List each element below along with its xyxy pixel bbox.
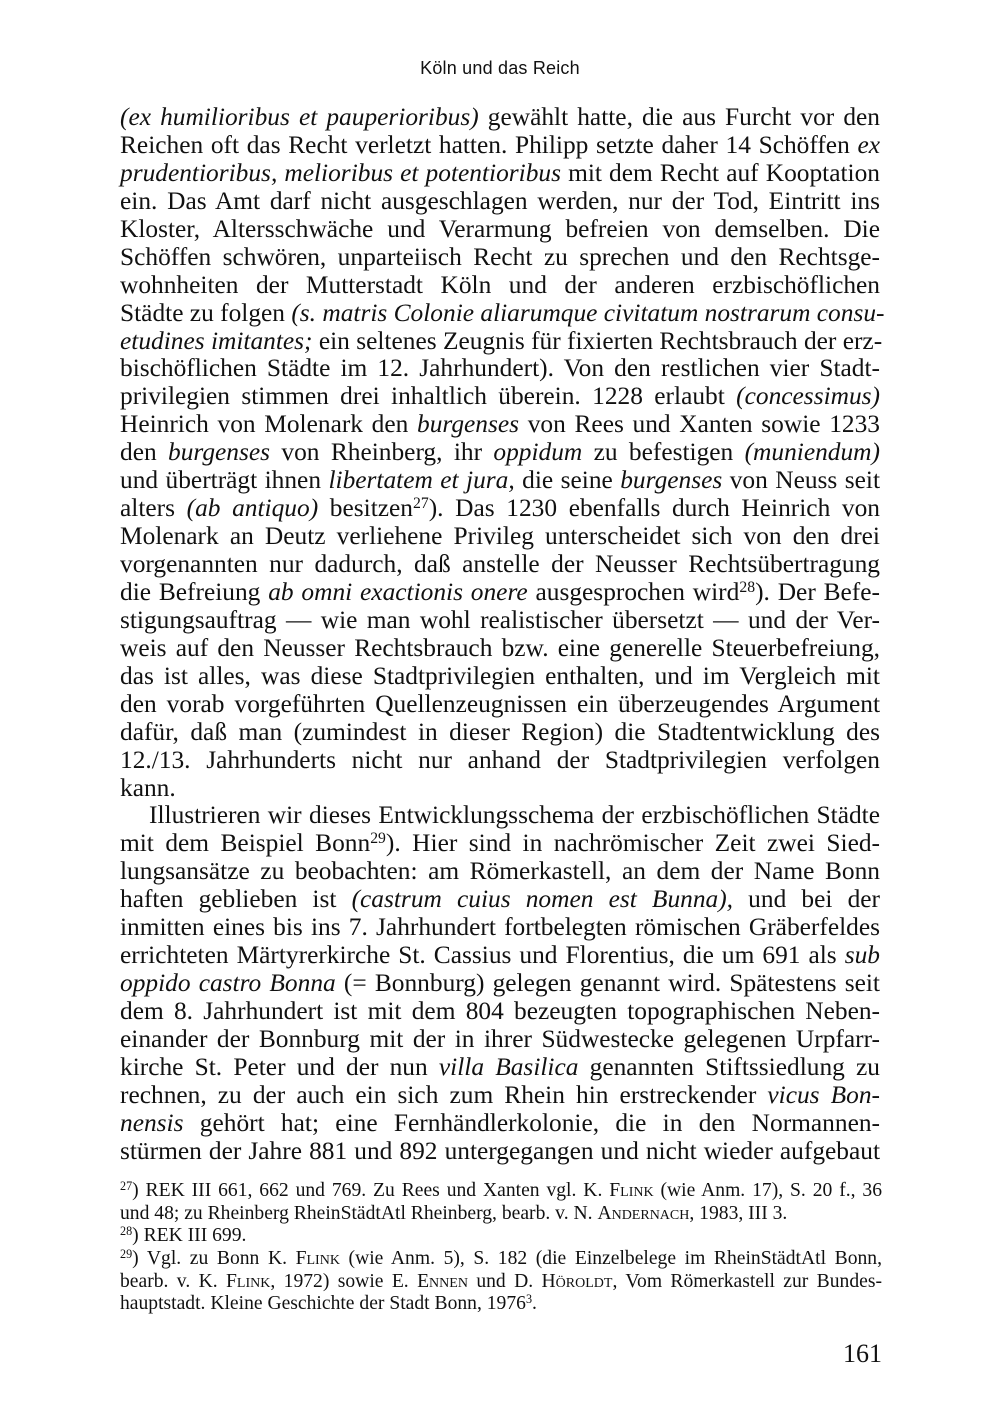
text-line: Kloster, Altersschwäche und Verarmung befreien von demselben. Die [120, 214, 880, 243]
footnote-27: $^{27}$) REK III 661, 662 und 769. Zu Rees und Xanten vgl. K. Flink (wie Anm. 17), S. 20 f., 36 [120, 1178, 883, 1201]
footnote-27-cont: und 48; zu Rheinberg RheinStädtAtl Rheinberg, bearb. v. N. Andernach, 1983, III 3. [120, 1202, 788, 1224]
text-line: die Befreiung ab omni exactionis onere ausgesprochen wird$^{28}$). Der Befe- [120, 577, 880, 606]
text-line: den burgenses von Rheinberg, ihr oppidum zu befestigen (muniendum) [120, 438, 880, 467]
footnotes [120, 1180, 882, 1316]
text-line: bischöflichen Städte im 12. Jahrhundert). Von den restlichen vier Stadt- [120, 354, 880, 383]
text-line: oppido castro Bonna (= Bonnburg) gelegen genannt wird. Spätestens seit [120, 969, 880, 998]
text-line: 12./13. Jahrhunderts nicht nur anhand der Stadtprivilegien verfolgen [120, 745, 880, 774]
text-line: Schöffen schwören, unparteiisch Recht zu sprechen und den Rechtsge- [120, 242, 880, 271]
text-line: privilegien stimmen drei inhaltlich überein. 1228 erlaubt (concessimus) [120, 382, 880, 411]
text-line: Illustrieren wir dieses Entwicklungsschema der erzbischöflichen Städte [149, 801, 880, 830]
text-line: das ist alles, was diese Stadtprivilegien enthalten, und im Vergleich mit [120, 661, 880, 690]
text-line: errichteten Märtyrerkirche St. Cassius und Florentius, die um 691 als sub [120, 941, 880, 970]
text-line: dem 8. Jahrhundert ist mit dem 804 bezeugten topographischen Neben- [120, 997, 880, 1025]
text-line: den vorab vorgeführten Quellenzeugnissen ein überzeugendes Argument [120, 689, 880, 718]
text-line: kann. [120, 773, 176, 802]
text-line: Reichen oft das Recht verletzt hatten. Philipp setzte daher 14 Schöffen ex [120, 130, 880, 159]
text-line: Städte zu folgen (s. matris Colonie aliarumque civitatum nostrarum consu- [120, 298, 885, 327]
footnote-29-cont: hauptstadt. Kleine Geschichte der Stadt Bonn, 1976$^3$. [120, 1292, 537, 1315]
text-line: ein. Das Amt darf nicht ausgeschlagen werden, nur der Tod, Eintritt ins [120, 186, 880, 215]
footnote-ref-27: 27 [412, 495, 429, 513]
text-line: etudines imitantes; ein seltenes Zeugnis für fixierten Rechtsbrauch der erz- [120, 326, 883, 355]
text-line: stigungsauftrag — wie man wohl realistischer übersetzt — und der Ver- [120, 605, 880, 634]
text-line: nensis gehört hat; eine Fernhändlerkolonie, die in den Normannen- [120, 1108, 880, 1137]
text-line: lungsansätze zu beobachten: am Römerkastell, an dem der Name Bonn [120, 857, 880, 886]
text-line: einander der Bonnburg mit der in ihrer Südwestecke gelegenen Urpfarr- [120, 1024, 880, 1053]
text-line: haften geblieben ist (castrum cuius nomen est Bunna), und bei der [120, 885, 880, 914]
text-line: rechnen, zu der auch ein sich zum Rhein hin erstreckender vicus Bon- [120, 1080, 881, 1109]
footnote-ref-29: 29 [370, 830, 386, 848]
text-line: Molenark an Deutz verliehene Privileg unterscheidet sich von den drei [120, 522, 880, 551]
text-line: alters (ab antiquo) besitzen$^{27}$). Das 1230 ebenfalls durch Heinrich von [120, 494, 880, 523]
footnote-29-cont: bearb. v. K. Flink, 1972) sowie E. Ennen und D. Höroldt, Vom Römerkastell zur Bundes- [120, 1270, 882, 1292]
footnote-ref-28: 28 [739, 579, 756, 597]
footnote-28: $^{28}$) REK III 699. [120, 1224, 247, 1247]
body-text [120, 103, 885, 1166]
text-line: stürmen der Jahre 881 und 892 untergegangen und nicht wieder aufgebaut [120, 1136, 880, 1165]
text-line: und überträgt ihnen libertatem et jura, die seine burgenses von Neuss seit [120, 466, 880, 495]
text-line: inmitten eines bis ins 7. Jahrhundert fortbelegten römischen Gräberfeldes [120, 913, 880, 942]
text-line: mit dem Beispiel Bonn$^{29}$). Hier sind in nachrömischer Zeit zwei Sied- [120, 829, 880, 858]
footnote-29: $^{29}$) Vgl. zu Bonn K. Flink (wie Anm. 5), S. 182 (die Einzelbelege im RheinStädtAtl Bonn, [120, 1247, 882, 1270]
running-head: Köln und das Reich [420, 58, 580, 78]
text-line: kirche St. Peter und der nun villa Basilica genannten Stiftssiedlung zu [120, 1052, 881, 1081]
text-line: Heinrich von Molenark den burgenses von Rees und Xanten sowie 1233 [120, 410, 880, 439]
page-number: 161 [843, 1339, 882, 1368]
text-line: vorgenannten nur dadurch, daß anstelle der Neusser Rechtsübertragung [120, 550, 880, 578]
text-line: wohnheiten der Mutterstadt Köln und der anderen erzbischöflichen [120, 270, 880, 299]
text-line: (ex humilioribus et pauperioribus) gewählt hatte, die aus Furcht vor den [120, 103, 880, 131]
text-line: dafür, daß man (zumindest in dieser Region) die Stadtentwicklung des [120, 717, 880, 746]
text-line: prudentioribus, melioribus et potentioribus mit dem Recht auf Kooptation [120, 158, 880, 187]
text-line: weis auf den Neusser Rechtsbrauch bzw. eine generelle Steuerbefreiung, [120, 633, 880, 662]
